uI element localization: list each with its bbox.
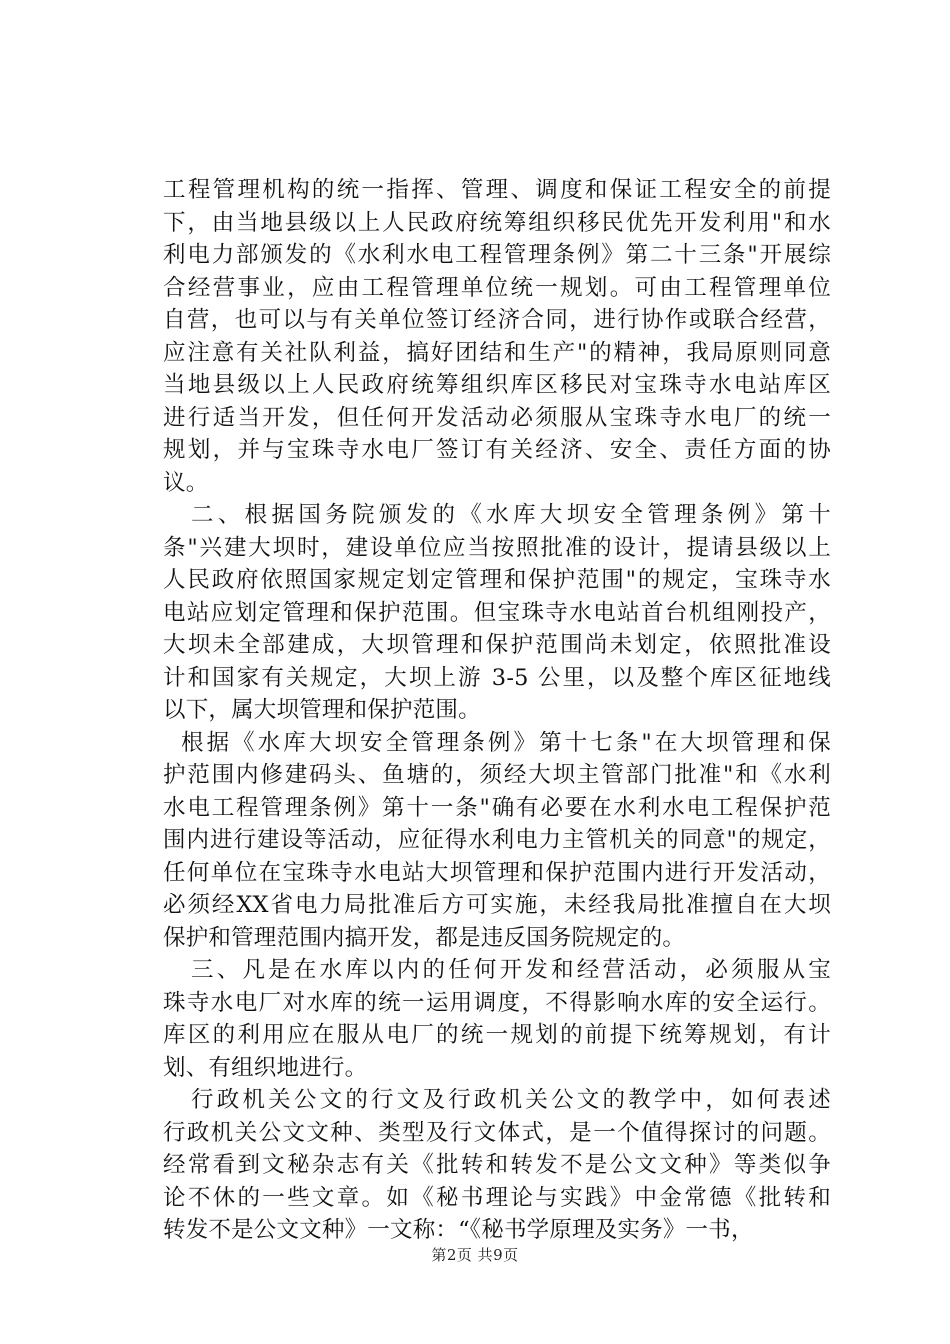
- text-line: 人民政府依照国家规定划定管理和保护范围"的规定，宝珠寺水: [163, 567, 831, 593]
- text-line: 利电力部颁发的《水利水电工程管理条例》第二十三条"开展综: [163, 242, 831, 268]
- text-line: 三、凡是在水库以内的任何开发和经营活动，必须服从宝: [191, 957, 831, 983]
- text-line: 必须经XX省电力局批准后方可实施，未经我局批准擅自在大坝: [163, 892, 831, 918]
- text-line: 库区的利用应在服从电厂的统一规划的前提下统筹规划，有计: [163, 1022, 831, 1048]
- text-line: 二、根据国务院颁发的《水库大坝安全管理条例》第十: [191, 502, 831, 528]
- text-line: 行政机关公文文种、类型及行文体式，是一个值得探讨的问题。: [163, 1119, 831, 1146]
- text-line: 应注意有关社队利益，搞好团结和生产"的精神，我局原则同意: [163, 339, 831, 366]
- text-line: 议。: [163, 469, 209, 496]
- text-line: 论不休的一些文章。如《秘书理论与实践》中金常德《批转和: [163, 1184, 831, 1211]
- text-line: 电站应划定管理和保护范围。但宝珠寺水电站首台机组刚投产，: [163, 599, 831, 626]
- text-line: 护范围内修建码头、鱼塘的，须经大坝主管部门批准"和《水利: [163, 762, 831, 788]
- text-line: 条"兴建大坝时，建设单位应当按照批准的设计，提请县级以上: [163, 534, 831, 561]
- paragraph: [163, 727, 831, 955]
- paragraph: [163, 1084, 831, 1247]
- text-line: 进行适当开发，但任何开发活动必须服从宝珠寺水电厂的统一: [163, 404, 831, 431]
- text-line: 围内进行建设等活动，应征得水利电力主管机关的同意"的规定，: [163, 827, 831, 853]
- text-line: 当地县级以上人民政府统筹组织库区移民对宝珠寺水电站库区: [163, 372, 831, 398]
- text-line: 珠寺水电厂对水库的统一运用调度，不得影响水库的安全运行。: [163, 989, 831, 1016]
- text-line: 计和国家有关规定，大坝上游 3-5 公里，以及整个库区征地线: [163, 664, 831, 691]
- text-line: 任何单位在宝珠寺水电站大坝管理和保护范围内进行开发活动，: [163, 859, 831, 886]
- text-line: 自营，也可以与有关单位签订经济合同，进行协作或联合经营，: [163, 307, 831, 333]
- paragraph: [163, 499, 831, 727]
- text-line: 水电工程管理条例》第十一条"确有必要在水利水电工程保护范: [163, 794, 831, 821]
- text-line: 转发不是公文文种》一文称：“《秘书学原理及实务》一书，: [163, 1217, 754, 1243]
- text-line: 以下，属大坝管理和保护范围。: [163, 697, 481, 723]
- text-line: 经常看到文秘杂志有关《批转和转发不是公文文种》等类似争: [163, 1152, 831, 1178]
- document-body: [163, 174, 831, 1247]
- text-line: 根据《水库大坝安全管理条例》第十七条"在大坝管理和保: [181, 729, 831, 756]
- text-line: 大坝未全部建成，大坝管理和保护范围尚未划定，依照批准设: [163, 632, 831, 658]
- text-line: 规划，并与宝珠寺水电厂签订有关经济、安全、责任方面的协: [163, 437, 831, 463]
- text-line: 工程管理机构的统一指挥、管理、调度和保证工程安全的前提: [163, 177, 831, 203]
- text-line: 下，由当地县级以上人民政府统筹组织移民优先开发利用"和水: [163, 209, 831, 236]
- paragraph: [163, 174, 831, 499]
- text-line: 合经营事业，应由工程管理单位统一规划。可由工程管理单位: [163, 274, 831, 301]
- text-line: 行政机关公文的行文及行政机关公文的教学中，如何表述: [191, 1087, 831, 1113]
- page-footer: 第2页 共9页: [431, 1246, 519, 1264]
- text-line: 划、有组织地进行。: [163, 1054, 368, 1081]
- text-line: 保护和管理范围内搞开发，都是违反国务院规定的。: [163, 924, 686, 951]
- paragraph: [163, 954, 831, 1084]
